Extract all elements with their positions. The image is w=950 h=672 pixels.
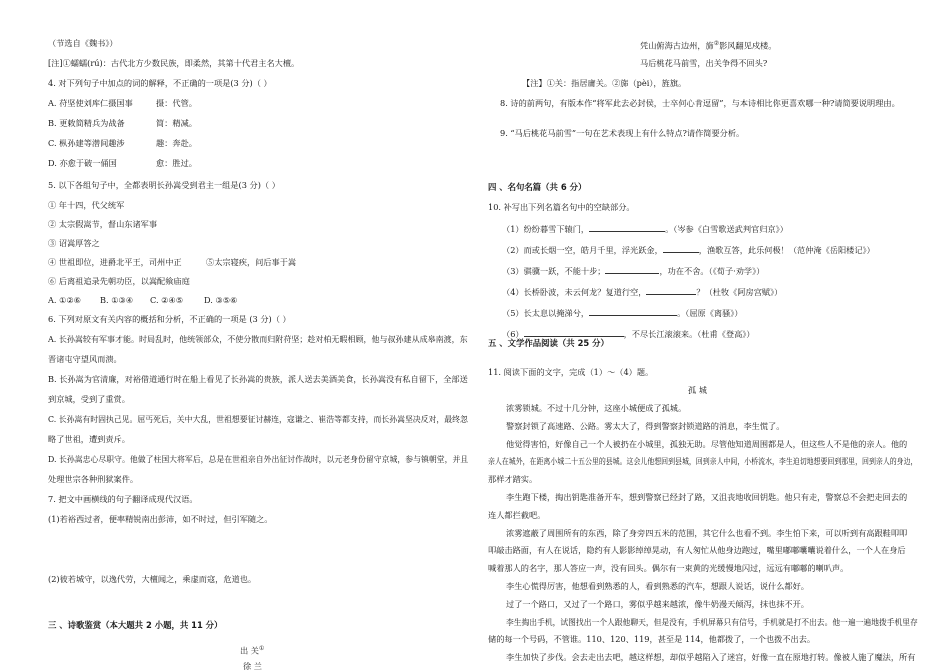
story-line: 李生掏出手机，试图找出一个人跟他聊天，但是没有，手机屏幕只有信号，手机就是打不出去。他一遍一遍地拨手机里存 xyxy=(506,616,918,627)
question-4-stem: 4. 对下列句子中加点的词的解释，不正确的一项是(3 分)（ ） xyxy=(48,78,272,88)
story-line: 喊着那人的名字，那人答应一声，没有回头。偶尔有一束黄的光缓慢地闪过，远远有嘟嘟的喇叭声。 xyxy=(488,563,849,574)
q6-line: 略了世祖，遭到责斥。 xyxy=(48,434,130,444)
left-column xyxy=(48,0,468,672)
poem-author: 徐 兰 xyxy=(243,661,262,671)
q5-options: A. ①②⑥ B. ①③④ C. ②④⑤ D. ③⑤⑥ xyxy=(48,295,238,305)
story-line: 连人都拦截吧。 xyxy=(488,509,546,520)
q6-line: C. 长孙嵩有时固执己见。屈丐死后，关中大乱，世祖想要征讨赫连，寇谦之、崔浩等都支持，而长孙嵩坚决反对，最终忽 xyxy=(48,414,468,424)
question-5-stem: 5. 以下各组句子中，全都表明长孙嵩受到君主一组是(3 分)（ ） xyxy=(48,180,280,190)
q6-line: 晋诸屯守望风而溃。 xyxy=(48,354,122,364)
question-10-stem: 10. 补写出下列名篇名句中的空缺部分。 xyxy=(488,202,635,212)
question-6-stem: 6. 下列对原文有关内容的概括和分析，不正确的一项是 (3 分)（ ） xyxy=(48,314,291,324)
story-line: 储的每一个号码，不管谁。110、120、119，甚至是 114，他都拨了，一个也拨不出去。 xyxy=(488,634,816,645)
story-line: 过了一个路口，又过了一个路口，雾似乎越来越浓，像牛奶漫天倾泻，抹也抹不开。 xyxy=(506,598,809,609)
poem-line-1: 凭山俯海古边州，旆②影风翻见戍楼。 xyxy=(640,40,777,51)
question-11-stem: 11. 阅读下面的文字，完成（1）～（4）题。 xyxy=(488,367,654,377)
q5-item-row: ④ 世祖即位，进爵北平王，司州中正 ⑤太宗寝疾，问后事于嵩 xyxy=(48,257,297,267)
source-citation: （节选自《魏书》） xyxy=(48,38,118,48)
poem-line-2: 马后桃花马前雪，出关争得不回头? xyxy=(640,58,768,68)
q10-item-3: （3）骐骥一跃，不能十步； ，功在不舍。（《荀子·劝学》） xyxy=(502,266,765,276)
q10-item-4: （4）长桥卧波，未云何龙？复道行空， ？（杜牧《阿房宫赋》） xyxy=(502,287,783,297)
question-7-stem: 7. 把文中画横线的句子翻译成现代汉语。 xyxy=(48,494,198,504)
section-3-heading: 三 、诗歌鉴赏（本大题共 2 小题，共 11 分） xyxy=(48,620,223,630)
story-line: 李生跑下楼，掏出钥匙准备开车，想到警察已经封了路，又沮丧地收回钥匙。他只有走，警察总不会把走回去的 xyxy=(506,492,908,502)
story-line: 浓雾锁城。不过十几分钟，这座小城便成了孤城。 xyxy=(506,403,687,413)
story-line: 警察封锁了高速路、公路。雾太大了，得到警察封锁道路的消息，李生慌了。 xyxy=(506,420,785,431)
poem-title: 出 关① xyxy=(240,645,265,656)
q7-sentence-1: (1)若裕西过者，便率精锐南出彭沛，如不时过，但引军随之。 xyxy=(48,514,273,524)
story-line: 叩敲击路面，有人在说话，隐约有人影影绰绰晃动，有人匆忙从他身边跑过，嘴里嘟嘟囔囔说着什么，一个人在身后 xyxy=(488,545,906,556)
q5-item: ② 太宗假嵩节，督山东诸军事 xyxy=(48,219,158,229)
question-8: 8. 诗的前两句，有版本作“将军此去必封侯，士卒何心肯逗留”，与本诗相比你更喜欢哪一种?请简要说明理由。 xyxy=(500,98,900,108)
story-line: 他觉得害怕，好像自己一个人被扔在小城里，孤独无助。尽管他知道周围都是人，但这些人不是他的亲人。他的 xyxy=(506,438,908,449)
q5-item: ③ 诏嵩厚答之 xyxy=(48,238,100,248)
story-line: 那样才踏实。 xyxy=(488,474,538,485)
section-5-heading: 五 、文学作品阅读（共 25 分） xyxy=(488,338,609,348)
footnote: [注]①蠕蠕(rú)：古代北方少数民族，即柔然，其第十代君主名大檀。 xyxy=(48,58,300,68)
q6-line: 到京城，受到了重赏。 xyxy=(48,394,130,404)
section-4-heading: 四 、名句名篇（共 6 分） xyxy=(488,182,587,192)
right-column xyxy=(488,0,918,672)
story-line: 浓雾遮蔽了周围所有的东西，除了身旁四五米的范围，其它什么也看不到。李生怕下来，可以听到有高跟鞋叩叩 xyxy=(506,527,908,538)
q10-item-2: （2）而或长烟一空，皓月千里，浮光跃金， ，渔歌互答，此乐何极！（范仲淹《岳阳楼记》） xyxy=(502,245,875,255)
poem-note: 【注】①关：指居庸关。②旆（pèi），旌旗。 xyxy=(522,78,687,88)
q6-line: B. 长孙嵩为官清廉，对裕借道通行时在船上看见了长孙嵩的贵族，派人送去美酒美食，长孙嵩没有私自留下，全部送 xyxy=(48,374,468,384)
q6-line: 处理世宗各种刑狱案件。 xyxy=(48,474,139,484)
q4-option-a: A. 苻坚使刘库仁摄国事 摄：代管。 xyxy=(48,98,197,108)
story-line: 亲人在城外，在距离小城二十五公里的县城。这会儿他想回到县城，回到亲人中间，小桥流水，李生迫切地想要回到那里，回到亲人的身边， xyxy=(488,456,918,467)
q5-item: ⑥ 后离祖追录先朝功臣，以嵩配飨庙庭 xyxy=(48,276,190,286)
q5-item: ① 年十四，代父统军 xyxy=(48,200,125,210)
q10-item-6: （6） ，不尽长江滚滚来。（杜甫《登高》） xyxy=(502,329,755,339)
q7-sentence-2: (2)彼若城守，以逸代劳，大檀闻之，乘虚而寇，危道也。 xyxy=(48,574,257,584)
story-line: 李生心慌得厉害，他想看到熟悉的人，看到熟悉的汽车，想跟人说话，说什么都好。 xyxy=(506,581,809,591)
story-line: 李生加快了步伐。会去走出去吧，越这样想，却似乎越陷入了迷宫，好像一直在原地打转。像被人施了魔法，所有 xyxy=(506,652,916,663)
story-title: 孤 城 xyxy=(688,385,707,395)
q6-line: D. 长孙嵩忠心尽职守。他做了柱国大将军后，总是在世祖亲自外出征讨作战时，以元老身份留守京城，参与镇朝堂，并且 xyxy=(48,454,468,464)
q6-line: A. 长孙嵩较有军事才能。时局乱时，他统领部众，不使分散而归附苻坚；趁对柏无暇相顾，他与叔孙建从成皋南渡，东 xyxy=(48,334,468,344)
q4-option-c: C. 枞孙建等潜间趣涉 趣：奔赴。 xyxy=(48,138,197,148)
q4-option-d: D. 亦愈于破一俑国 愈：胜过。 xyxy=(48,158,197,168)
question-9: 9. “马后桃花马前雪”一句在艺术表现上有什么特点?请作简要分析。 xyxy=(500,128,745,138)
q10-item-1: （1）纷纷暮雪下辕门， 。（岑参《白雪歌送武判官归京》） xyxy=(502,224,788,234)
q10-item-5: （5）长太息以掩涕兮， 。（屈原《离骚》） xyxy=(502,308,743,318)
q4-option-b: B. 更敕简精兵为战备 简：精减。 xyxy=(48,118,197,128)
